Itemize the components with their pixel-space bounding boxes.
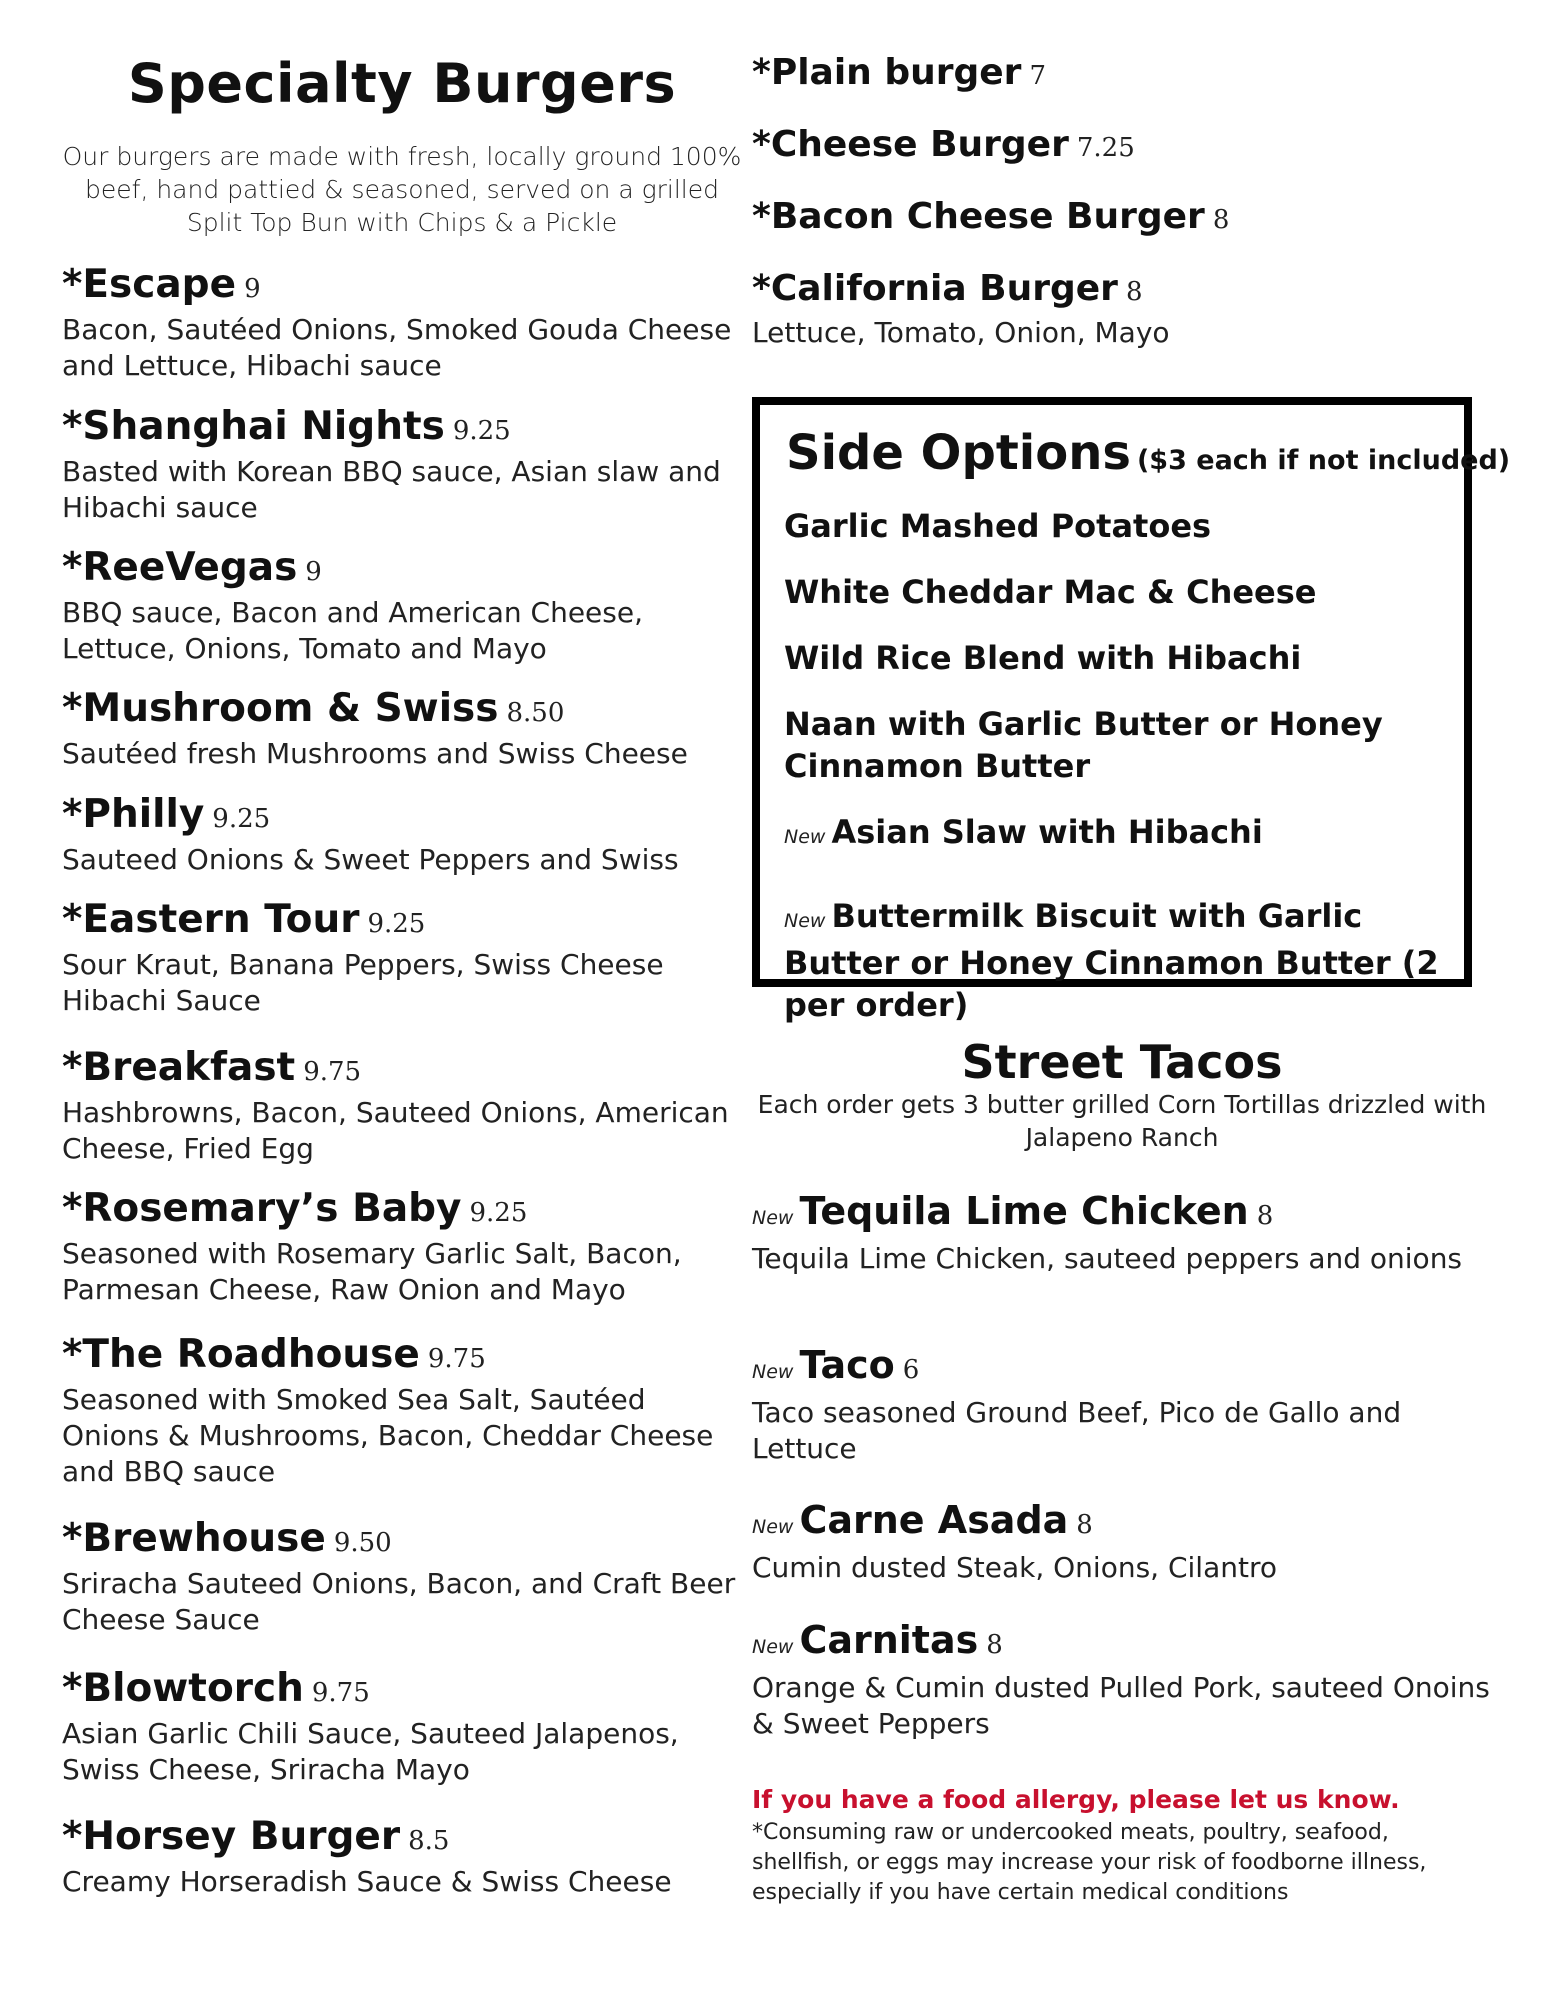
taco-item [752, 1188, 1492, 1277]
side-options-box [752, 397, 1511, 1024]
new-tag: New [752, 1636, 794, 1658]
side-item-label: White Cheddar Mac & Cheese [784, 573, 1317, 611]
consumption-warning: *Consuming raw or undercooked meats, poultry, seafood, shellfish, or eggs may increase your risk of foodborne illness, especially if you have certain medical conditions [752, 1820, 1427, 1905]
item-name: *Eastern Tour [62, 897, 360, 942]
item-description: Sautéed fresh Mushrooms and Swiss Cheese [62, 737, 688, 770]
item-price: 8 [1076, 1510, 1093, 1540]
item-description: BBQ sauce, Bacon and American Cheese, Lettuce, Onions, Tomato and Mayo [62, 596, 643, 665]
menu-item [62, 1666, 742, 1788]
item-description: Cumin dusted Steak, Onions, Cilantro [752, 1551, 1277, 1584]
item-description: Basted with Korean BBQ sauce, Asian slaw and Hibachi sauce [62, 455, 721, 524]
street-tacos-intro: Each order gets 3 butter grilled Corn Tortillas drizzled with Jalapeno Ranch [757, 1090, 1487, 1152]
menu-item [62, 792, 742, 878]
new-tag: New [752, 1207, 794, 1229]
side-item [784, 571, 1464, 613]
side-item [784, 895, 1464, 1026]
item-description: Seasoned with Smoked Sea Salt, Sautéed Onions & Mushrooms, Bacon, Cheddar Cheese and BBQ sauce [62, 1383, 714, 1488]
item-name: Carnitas [799, 1618, 979, 1662]
item-name: *The Roadhouse [62, 1332, 420, 1377]
side-item-label: Wild Rice Blend with Hibachi [784, 639, 1302, 677]
new-tag: New [784, 826, 826, 848]
side-item-label: Buttermilk Biscuit with Garlic Butter or Honey Cinnamon Butter (2 per order) [784, 897, 1439, 1024]
side-item [784, 505, 1464, 547]
menu-item [752, 50, 1492, 99]
new-tag: New [784, 910, 826, 932]
item-name: *Philly [62, 792, 205, 837]
menu-item [62, 686, 742, 772]
item-name: *Escape [62, 262, 237, 307]
item-description: Tequila Lime Chicken, sauteed peppers and onions [752, 1242, 1463, 1275]
item-price: 8 [1256, 1201, 1274, 1231]
item-price: 8.50 [506, 698, 565, 728]
side-options-header [786, 425, 1510, 481]
item-name: *Cheese Burger [752, 124, 1069, 165]
burgers-intro: Our burgers are made with fresh, locally ground 100% beef, hand pattied & seasoned, served on a grilled Split Top Bun with Chips & a Pickle [62, 142, 742, 237]
item-price: 8 [986, 1630, 1003, 1660]
item-price: 8 [1212, 205, 1230, 235]
item-name: *Breakfast [62, 1045, 296, 1090]
side-item [784, 703, 1464, 787]
item-description: Sauteed Onions & Sweet Peppers and Swiss [62, 843, 679, 876]
side-item-label: Garlic Mashed Potatoes [784, 507, 1212, 545]
new-tag: New [752, 1361, 794, 1383]
street-tacos-title: Street Tacos [961, 1035, 1283, 1089]
item-name: *Mushroom & Swiss [62, 686, 499, 731]
page-title: Specialty Burgers [127, 52, 677, 115]
menu-item [62, 1814, 742, 1900]
side-item-label: Asian Slaw with Hibachi [831, 813, 1263, 851]
item-description: Creamy Horseradish Sauce & Swiss Cheese [62, 1865, 672, 1898]
item-description: Bacon, Sautéed Onions, Smoked Gouda Cheese and Lettuce, Hibachi sauce [62, 313, 732, 382]
item-name: *California Burger [752, 268, 1118, 309]
item-name: *Rosemary’s Baby [62, 1186, 462, 1231]
item-price: 9 [305, 557, 322, 587]
menu-item [62, 404, 742, 526]
item-description: Taco seasoned Ground Beef, Pico de Gallo and Lettuce [752, 1396, 1402, 1465]
item-name: *Brewhouse [62, 1516, 326, 1561]
item-description: Orange & Cumin dusted Pulled Pork, sauteed Onoins & Sweet Peppers [752, 1671, 1490, 1740]
item-price: 9.25 [212, 804, 271, 834]
side-options-title: Side Options [786, 425, 1131, 481]
item-description: Seasoned with Rosemary Garlic Salt, Bacon, Parmesan Cheese, Raw Onion and Mayo [62, 1237, 682, 1306]
item-name: *Horsey Burger [62, 1814, 401, 1859]
item-name: Taco [799, 1343, 895, 1387]
item-price: 9.50 [333, 1528, 392, 1558]
side-item-label: Naan with Garlic Butter or Honey Cinnamon Butter [784, 705, 1383, 785]
item-price: 9.75 [303, 1057, 362, 1087]
item-price: 6 [902, 1355, 920, 1385]
item-name: *ReeVegas [62, 545, 298, 590]
item-name: *Shanghai Nights [62, 404, 445, 449]
item-description: Hashbrowns, Bacon, Sauteed Onions, American Cheese, Fried Egg [62, 1096, 729, 1165]
item-name: Tequila Lime Chicken [799, 1189, 1249, 1233]
item-name: *Blowtorch [62, 1666, 304, 1711]
item-price: 9.75 [427, 1344, 486, 1374]
taco-item [752, 1497, 1492, 1586]
item-price: 9.25 [452, 416, 511, 446]
menu-item [752, 122, 1492, 171]
taco-item [752, 1617, 1492, 1742]
item-name: *Bacon Cheese Burger [752, 196, 1205, 237]
item-name: Carne Asada [799, 1498, 1069, 1542]
item-price: 8.5 [408, 1826, 450, 1856]
menu-item [62, 262, 742, 384]
menu-item [62, 1516, 742, 1638]
item-price: 8 [1125, 277, 1143, 307]
menu-item [62, 1186, 742, 1308]
new-tag: New [752, 1516, 794, 1538]
menu-item [62, 545, 742, 667]
item-description: Lettuce, Tomato, Onion, Mayo [752, 316, 1170, 349]
side-options-note: ($3 each if not included) [1136, 445, 1511, 476]
item-price: 9.25 [367, 909, 426, 939]
allergy-notice: If you have a food allergy, please let us know. [752, 1785, 1400, 1814]
menu-item [62, 897, 742, 1019]
item-price: 9.75 [311, 1678, 370, 1708]
menu-item [62, 1332, 742, 1490]
menu-item [62, 1045, 742, 1167]
item-name: *Plain burger [752, 52, 1022, 93]
taco-item [752, 1342, 1492, 1467]
menu-item [752, 266, 1492, 351]
item-price: 9.25 [469, 1198, 528, 1228]
side-item [784, 811, 1464, 858]
item-description: Asian Garlic Chili Sauce, Sauteed Jalapenos, Swiss Cheese, Sriracha Mayo [62, 1717, 679, 1786]
item-price: 9 [244, 274, 261, 304]
side-item [784, 637, 1464, 679]
item-price: 7 [1029, 61, 1046, 91]
menu-item [752, 194, 1492, 243]
item-price: 7.25 [1076, 133, 1135, 163]
item-description: Sriracha Sauteed Onions, Bacon, and Craft Beer Cheese Sauce [62, 1567, 736, 1636]
item-description: Sour Kraut, Banana Peppers, Swiss Cheese Hibachi Sauce [62, 948, 664, 1017]
